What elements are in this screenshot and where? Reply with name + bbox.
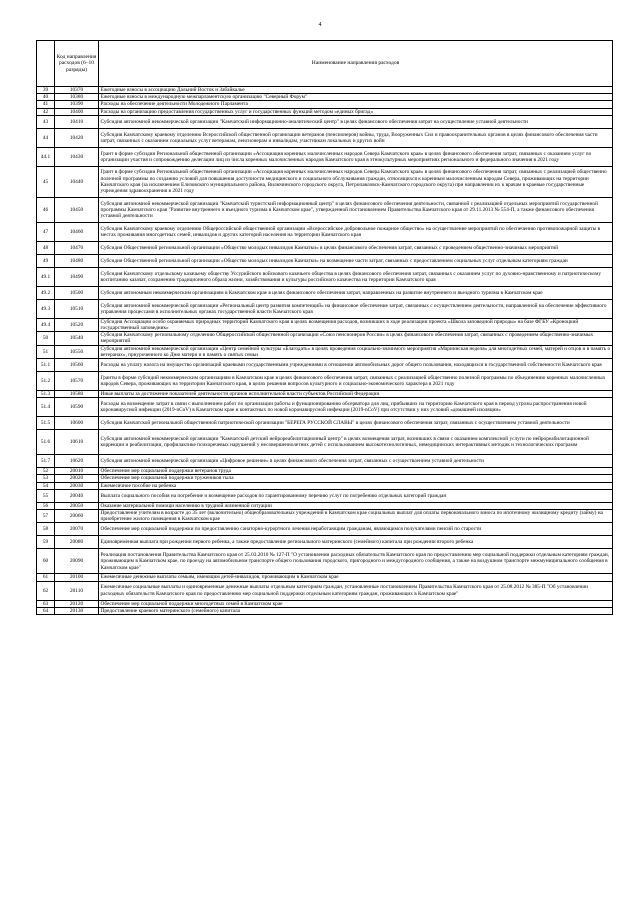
- table-row: [37, 286, 613, 299]
- row-number: 55: [37, 489, 55, 502]
- row-code: 10380: [55, 94, 99, 101]
- row-code: 10480: [55, 254, 99, 267]
- row-number: 49: [37, 254, 55, 267]
- row-number: 42: [37, 108, 55, 115]
- row-number: 64: [37, 607, 55, 614]
- table-row: [37, 332, 613, 345]
- row-number: 60: [37, 549, 55, 574]
- row-code: 10450: [55, 197, 99, 222]
- row-number: 50: [37, 332, 55, 345]
- table-row: [37, 299, 613, 318]
- row-description: Оказание материальной помощи населению в трудной жизненной ситуации: [99, 502, 613, 509]
- row-description: Субсидия автономной некоммерческой организации "Камчатский информационно-аналитический центр" в целях финансового обеспечения затрат на осуществление уставной деятельности: [99, 115, 613, 128]
- row-number: 46: [37, 197, 55, 222]
- table-row: [37, 455, 613, 468]
- table-row: [37, 536, 613, 549]
- header-col-code: Код направления расходов (6–10 разряды): [55, 41, 99, 87]
- table-row: [37, 222, 613, 241]
- row-number: 51.1: [37, 359, 55, 372]
- row-number: 51.7: [37, 455, 55, 468]
- header-col-number: [37, 41, 55, 87]
- table-row: [37, 502, 613, 509]
- row-code: 10560: [55, 359, 99, 372]
- row-number: 63: [37, 600, 55, 607]
- row-number: 53: [37, 475, 55, 482]
- table-row: [37, 101, 613, 108]
- row-number: 59: [37, 536, 55, 549]
- row-description: Иные выплаты за достижение показателей деятельности органов исполнительной власти субъектов Российской Федерации: [99, 391, 613, 398]
- row-number: 51.4: [37, 398, 55, 417]
- row-description: Ежемесячное пособие на ребенка: [99, 482, 613, 489]
- row-description: Обеспечение мер социальной поддержки многодетных семей в Камчатском крае: [99, 600, 613, 607]
- row-number: 51.6: [37, 430, 55, 455]
- expense-directions-table: [36, 40, 613, 615]
- row-code: 10490: [55, 267, 99, 286]
- row-code: 10420: [55, 128, 99, 147]
- row-number: 45: [37, 166, 55, 197]
- row-description: Грант в форме субсидии Региональной общественной организации «Ассоциация коренных малочисленных народов Севера Камчатского края» в целях финансового обеспечения затрат, связанных с реализацией общественно полезной программы по созданию условий для повышения доступности медицинского и социального обслуживания граждан, относящихся к коренным малочисленным народам Севера, проживающих на территории Камчатского края (за исключением Елизовского муниципального района, Вилючинского городского округа, Петропавловск-Камчатского городского округа) при направлении их к врачам в краевые государственные учреждения здравоохранения в 2021 году: [99, 166, 613, 197]
- row-number: 51.3: [37, 391, 55, 398]
- row-description: Субсидия Камчатскому отдельскому казачьему обществу Уссурийского войскового казачьего общества в целях финансового обеспечения затрат, связанных с оказанием услуг по духовно-нравственному и патриотическому воспитанию казачат, сохранению традиционного образа жизни, хозяйствования и культуры российского казачества на территории Камчатского края: [99, 267, 613, 286]
- row-code: 10440: [55, 166, 99, 197]
- table-row: [37, 267, 613, 286]
- table-row: [37, 359, 613, 372]
- table-row: [37, 115, 613, 128]
- row-code: 20080: [55, 536, 99, 549]
- row-code: 20070: [55, 523, 99, 536]
- table-row: [37, 475, 613, 482]
- table-row: [37, 489, 613, 502]
- row-description: Субсидия автономной некоммерческой организации "Камчатский детский нейрореабилитационный центр" в целях возмещения затрат, возникших в связи с оказанием комплексной услуги по нейрореабилитационной коррекции и реабилитации, профилактике психоречевых нарушений у несовершеннолетних детей с использованием высокотехнологичных, немедицинских интерактивных методик и технологических программ: [99, 430, 613, 455]
- row-description: Расходы на уплату налога на имущество организаций краевыми государственными учреждениями в отношении автомобильных дорог общего пользования, находящихся в государственной собственности Камчатского края: [99, 359, 613, 372]
- table-row: [37, 482, 613, 489]
- row-number: 43: [37, 115, 55, 128]
- row-number: 49.3: [37, 299, 55, 318]
- row-number: 58: [37, 523, 55, 536]
- row-code: 10590: [55, 398, 99, 417]
- row-code: 20020: [55, 475, 99, 482]
- table-row: [37, 391, 613, 398]
- page-number: 4: [318, 22, 322, 28]
- row-number: 52: [37, 468, 55, 475]
- table-row: [37, 398, 613, 417]
- table-row: [37, 108, 613, 115]
- row-code: 10600: [55, 417, 99, 430]
- row-description: Ежемесячные социальные выплаты и единовременные денежные выплаты отдельным категориям граждан, установленные постановлением Правительства Камчатского края от 25.08.2012 № 385-П "Об установлении расходных обязательств Камчатского края по предоставлению мер социальной поддержки отдельным категориям граждан, проживающих в Камчатском крае": [99, 581, 613, 600]
- row-code: 10400: [55, 108, 99, 115]
- row-number: 49.2: [37, 286, 55, 299]
- table-row: [37, 581, 613, 600]
- row-description: Субсидия Ассоциации особо охраняемых природных территорий Камчатского края в целях возмещения расходов, возникших в ходе реализации проекта «Школа заповедной природы» на базе ФГБУ «Кроноцкий государственный заповедник»: [99, 318, 613, 331]
- row-code: 10540: [55, 332, 99, 345]
- row-number: 39: [37, 87, 55, 94]
- table-row: [37, 523, 613, 536]
- row-number: 44: [37, 128, 55, 147]
- table-header-row: [37, 41, 613, 87]
- row-description: Ежегодные взносы в ассоциацию Дальний Восток и Забайкалье: [99, 87, 613, 94]
- row-code: 20120: [55, 600, 99, 607]
- row-description: Гранты в форме субсидий некоммерческим организациям в Камчатском крае в целях финансового обеспечения затрат, связанных с реализацией общественно полезной программы по объединению коренных малочисленных народов Севера, проживающих на территории Камчатского края, в целях решения вопросов культурного и социально-экономического характера в 2021 году: [99, 372, 613, 391]
- table-body: [37, 87, 613, 615]
- table-row: [37, 147, 613, 166]
- row-number: 48: [37, 241, 55, 254]
- row-description: Субсидия автономной некоммерческой организации «Региональный центр развития компетенций» на финансовое обеспечение затрат, связанных с осуществлением деятельности, направленной на обеспечение эффективного управления процессами в исполнительных органах государственной власти Камчатского края: [99, 299, 613, 318]
- row-code: 10520: [55, 318, 99, 331]
- row-code: 10510: [55, 299, 99, 318]
- row-description: Обеспечение мер социальной поддержки ветеранов труда: [99, 468, 613, 475]
- row-description: Расходы на организацию предоставления государственных услуг и государственных функций методом «единых бригад»: [99, 108, 613, 115]
- table-row: [37, 430, 613, 455]
- row-code: 10550: [55, 345, 99, 358]
- table-row: [37, 87, 613, 94]
- row-code: 10620: [55, 455, 99, 468]
- table-row: [37, 549, 613, 574]
- row-code: 10570: [55, 372, 99, 391]
- row-number: 49.4: [37, 318, 55, 331]
- row-description: Расходы на возмещение затрат в связи с выполнением работ по организации работы и функционированию обсерватора для лиц, прибывших на территорию Камчатского края в период угрозы распространения новой коронавирусной инфекции (2019-nCoV) в Камчатском крае и контактных по новой коронавирусной инфекции (2019-nCoV) при отсутствии у них условий «домашней изоляции»: [99, 398, 613, 417]
- table-row: [37, 166, 613, 197]
- row-description: Расходы на обеспечение деятельности Молодежного Парламента: [99, 101, 613, 108]
- row-description: Выплата социального пособия на погребение и возмещение расходов по гарантированному перечню услуг по погребению отдельных категорий граждан: [99, 489, 613, 502]
- table-row: [37, 254, 613, 267]
- row-code: 10410: [55, 115, 99, 128]
- row-description: Субсидия Камчатскому региональному отделению Общероссийской общественной организации «Союз пенсионеров России» в целях финансового обеспечения затрат, связанных с проведением общественно-значимых мероприятий: [99, 332, 613, 345]
- row-number: 44.1: [37, 147, 55, 166]
- table-row: [37, 607, 613, 614]
- row-description: Предоставление учителям в возрасте до 35 лет (включительно) общеобразовательных учреждений в Камчатском крае социальных выплат для оплаты первоначального взноса по ипотечному жилищному кредиту (займу) на приобретение жилого помещения в Камчатском крае: [99, 510, 613, 523]
- row-code: 20040: [55, 489, 99, 502]
- row-code: 10460: [55, 222, 99, 241]
- row-description: Субсидия автономной некоммерческой организации «Центр семейной культуры «Благодать» в целях проведения социально-значимого мероприятия «Мариинская неделя» для многодетных семей, матерей и отцов и в память о ветеранах», приуроченного ко Дню матери и в память о святых семьи: [99, 345, 613, 358]
- row-code: 20130: [55, 607, 99, 614]
- table-row: [37, 510, 613, 523]
- table-row: [37, 241, 613, 254]
- row-description: Обеспечение мер социальной поддержки тружеников тыла: [99, 475, 613, 482]
- row-description: Субсидия Камчатской региональной общественной патриотической организации "БЕРЕГА РУССКОЙ СЛАВЫ" в целях финансового обеспечения затрат, связанных с осуществлением уставной деятельности: [99, 417, 613, 430]
- row-description: Реализация постановления Правительства Камчатского края от 25.03.2010 № 127-П "О установлении расходных обязательств Камчатского края по предоставлению мер социальной поддержки отдельным категориям граждан, проживающим в Камчатском крае, по проезду на автомобильном транспорте общего пользования городского, пригородного и междугородного сообщения, а также на воздушном транспорте межмуниципального сообщения в Камчатском крае": [99, 549, 613, 574]
- row-description: Субсидия автономной некоммерческой организации "Камчатский туристский информационный центр" в целях финансового обеспечения деятельности, связанной с реализацией отдельных мероприятий государственной программы Камчатского края "Развитие внутреннего и въездного туризма в Камчатском крае", утвержденной постановлением Правительства Камчатского края от 29.11.2013 № 554-П, а также финансового обеспечения уставной деятельности: [99, 197, 613, 222]
- row-description: Единовременная выплата при рождении первого ребенка, а также предоставление регионального материнского (семейного) капитала при рождении второго ребенка: [99, 536, 613, 549]
- table-row: [37, 128, 613, 147]
- row-code: 10390: [55, 101, 99, 108]
- row-number: 40: [37, 94, 55, 101]
- row-code: 10370: [55, 87, 99, 94]
- row-code: 20010: [55, 468, 99, 475]
- row-code: 10430: [55, 147, 99, 166]
- table-row: [37, 372, 613, 391]
- row-code: 20110: [55, 581, 99, 600]
- row-code: 20100: [55, 574, 99, 581]
- row-number: 56: [37, 502, 55, 509]
- row-description: Субсидия автономной некоммерческой организации «Цифровое решение» в целях финансового обеспечения затрат, связанных с осуществлением уставной деятельности: [99, 455, 613, 468]
- table-row: [37, 468, 613, 475]
- row-description: Грант в форме субсидии Региональной общественной организации «Ассоциация коренных малочисленных народов Севера Камчатского края» в целях финансового обеспечения затрат, связанных с оказанием услуг по организации участия и сопровождению делегации лиц из числа коренных малочисленных народов Камчатского края в этнокультурных мероприятиях регионального и федерального значения в 2021 году: [99, 147, 613, 166]
- row-description: Субсидия Камчатскому краевому отделению Всероссийской общественной организации ветеранов (пенсионеров) войны, труда, Вооруженных Сил и правоохранительных органов в целях финансового обеспечения части затрат, связанных с оказанием социальных услуг ветеранам, пенсионерам и инвалидам, участникам локальных и других войн: [99, 128, 613, 147]
- row-number: 62: [37, 581, 55, 600]
- table-row: [37, 600, 613, 607]
- row-number: 51.5: [37, 417, 55, 430]
- row-number: 51: [37, 345, 55, 358]
- row-number: 41: [37, 101, 55, 108]
- row-number: 51.2: [37, 372, 55, 391]
- table-row: [37, 417, 613, 430]
- row-number: 49.1: [37, 267, 55, 286]
- row-code: 20060: [55, 510, 99, 523]
- row-code: 20090: [55, 549, 99, 574]
- row-description: Ежегодные взносы в международную межпарламентскую организацию "Северный Форум": [99, 94, 613, 101]
- row-description: Ежемесячные денежные выплаты семьям, имеющим детей-инвалидов, проживающим в Камчатском крае: [99, 574, 613, 581]
- table-row: [37, 574, 613, 581]
- row-description: Обеспечение мер социальной поддержки по предоставлению санаторно-курортного лечения неработающим гражданам, являющимся получателями пенсий по старости: [99, 523, 613, 536]
- row-code: 10500: [55, 286, 99, 299]
- row-code: 10580: [55, 391, 99, 398]
- row-code: 10470: [55, 241, 99, 254]
- row-description: Субсидия Общественной региональной организации «Общество молодых инвалидов Камчатки» в целях финансового обеспечения затрат, связанных с проведением общественно-значимых мероприятий: [99, 241, 613, 254]
- row-code: 10610: [55, 430, 99, 455]
- row-description: Субсидия Камчатскому краевому отделению Общероссийской общественной организации «Всероссийское добровольное пожарное общество» на осуществление мероприятий по обеспечению противопожарной защиты в местах проживания многодетных семей, инвалидов и других категорий населения на территории Камчатского края: [99, 222, 613, 241]
- table-row: [37, 94, 613, 101]
- table-row: [37, 197, 613, 222]
- table-row: [37, 318, 613, 331]
- row-code: 20030: [55, 482, 99, 489]
- row-description: Субсидия Общественной региональной организации «Общество молодых инвалидов Камчатки» на возмещение части затрат, связанных с предоставлением социальных услуг отдельным категориям граждан: [99, 254, 613, 267]
- row-code: 20050: [55, 502, 99, 509]
- row-number: 61: [37, 574, 55, 581]
- table-row: [37, 345, 613, 358]
- row-description: Субсидия автономным некоммерческим организациям в Камчатском крае в целях финансового обеспечения затрат, направленных на развитие внутреннего и въездного туризма в Камчатском крае: [99, 286, 613, 299]
- row-description: Предоставление краевого материнского (семейного) капитала: [99, 607, 613, 614]
- row-number: 57: [37, 510, 55, 523]
- row-number: 47: [37, 222, 55, 241]
- row-number: 54: [37, 482, 55, 489]
- header-col-name: Наименование направления расходов: [99, 41, 613, 87]
